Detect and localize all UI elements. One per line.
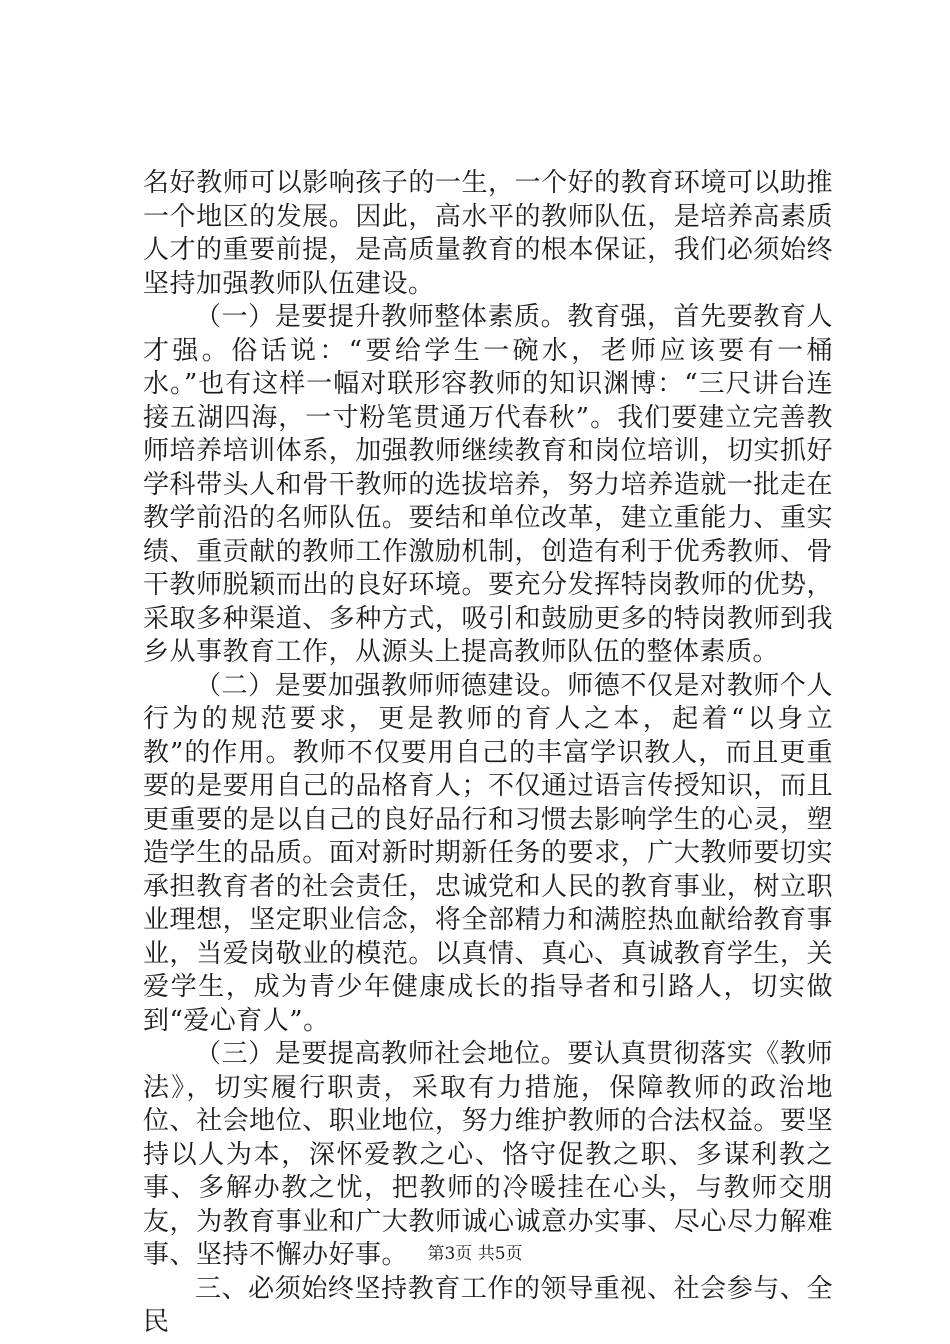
paragraph-section-three: （三）是要提高教师社会地位。要认真贯彻落实《教师法》，切实履行职责，采取有力措施，保障教师的政治地位、社会地位、职业地位，努力维护教师的合法权益。要坚持以人为本，深怀爱教之心、恪守促教之职、多谋利教之事、多解办教之忧，把教师的冷暖挂在心头，与教师交朋友，为教育事业和广大教师诚心诚意办实事、尽心尽力解难事、坚持不懈办好事。: [143, 1039, 833, 1270]
paragraph-continuation: 名好教师可以影响孩子的一生，一个好的教育环境可以助推一个地区的发展。因此，高水平的教师队伍，是培养高素质人才的重要前提，是高质量教育的根本保证，我们必须始终坚持加强教师队伍建设。: [143, 168, 833, 299]
paragraph-section-one: （一）是要提升教师整体素质。教育强，首先要教育人才强。俗话说：“要给学生一碗水，老师应该要有一桶水。”也有这样一幅对联形容教师的知识渊博：“三尺讲台连接五湖四海，一寸粉笔贯通万代春秋”。我们要建立完善教师培养培训体系，加强教师继续教育和岗位培训，切实抓好学科带头人和骨干教师的选拔培养，努力培养造就一批走在教学前沿的名师队伍。要结和单位改革，建立重能力、重实绩、重贡献的教师工作激励机制，创造有利于优秀教师、骨干教师脱颖而出的良好环境。要充分发挥特岗教师的优势，采取多种渠道、多种方式，吸引和鼓励更多的特岗教师到我乡从事教育工作，从源头上提高教师队伍的整体素质。: [143, 302, 833, 667]
document-body: [143, 167, 833, 1340]
paragraph-section-two: （二）是要加强教师师德建设。师德不仅是对教师个人行为的规范要求，更是教师的育人之本，起着“以身立教”的作用。教师不仅要用自己的丰富学识教人，而且更重要的是要用自己的品格育人；不仅通过语言传授知识，而且更重要的是以自己的良好品行和习惯去影响学生的心灵，塑造学生的品质。面对新时期新任务的要求，广大教师要切实承担教育者的社会责任，忠诚党和人民的教育事业，树立职业理想，坚定职业信念，将全部精力和满腔热血献给教育事业，当爱岗敬业的模范。以真情、真心、真诚教育学生，关爱学生，成为青少年健康成长的指导者和引路人，切实做到“爱心育人”。: [143, 670, 833, 1036]
page-footer: 第3页 共5页: [427, 1244, 523, 1264]
paragraph-heading-three: 三、必须始终坚持教育工作的领导重视、社会参与、全民: [143, 1273, 833, 1337]
